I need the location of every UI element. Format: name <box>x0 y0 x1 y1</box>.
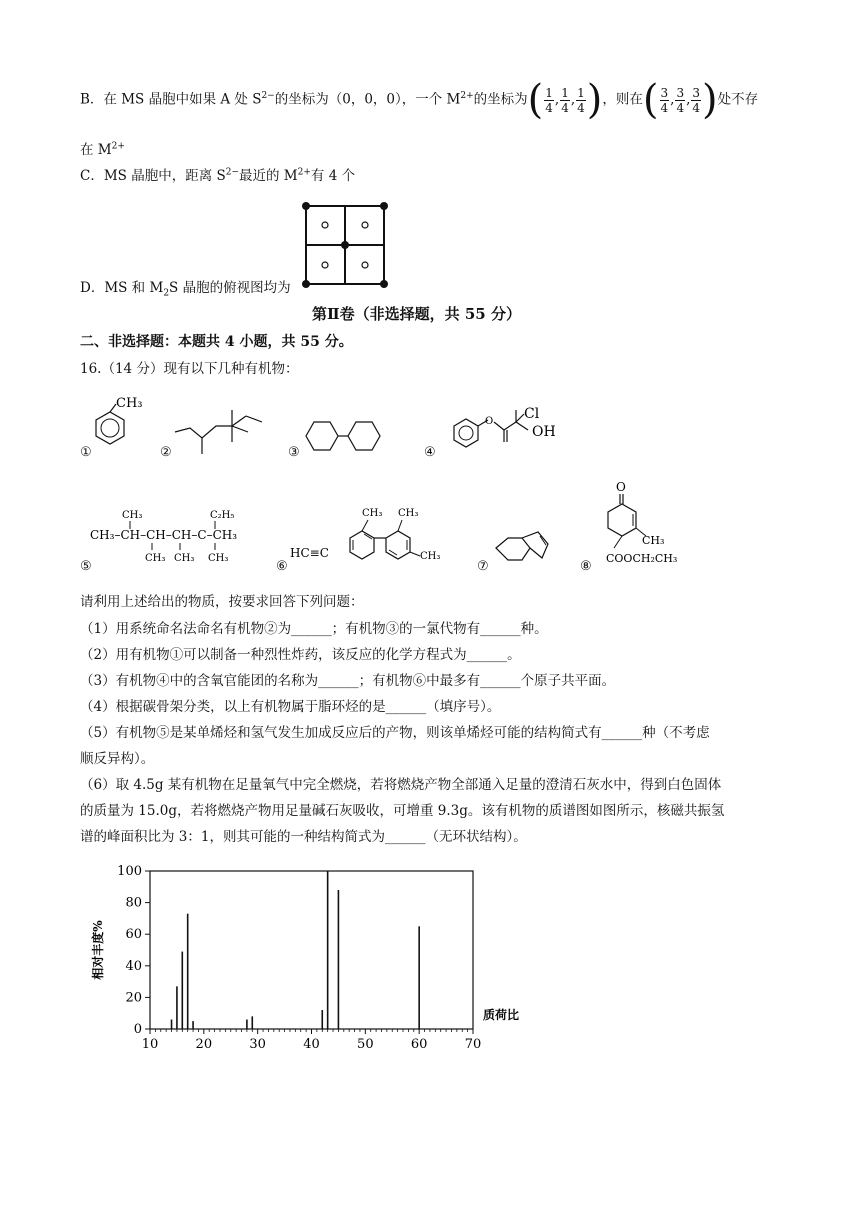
molecule-6-biphenyl <box>290 500 470 572</box>
question-4: （4）根据碳骨架分类，以上有机物属于脂环烃的是______（填序号）。 <box>80 699 501 715</box>
option-d: D．MS 和 $M_2S$ 晶胞的俯视图均为 <box>80 280 291 299</box>
label-5: ⑤ <box>80 559 92 574</box>
question-6: （6）取 4.5g 某有机物在足量氧气中完全燃烧，若将燃烧产物全部通入足量的澄清石灰水中，得到白色固体 <box>80 777 722 793</box>
label-2: ② <box>160 445 172 460</box>
q16-intro: 16.（14 分）现有以下几种有机物： <box>80 361 299 377</box>
y-tick-label: 20 <box>125 990 142 1006</box>
x-axis-label: 质荷比 <box>483 1008 520 1022</box>
plot-frame <box>150 871 473 1029</box>
y-tick-label: 60 <box>125 927 142 943</box>
y-tick-label: 0 <box>133 1022 142 1037</box>
svg-text:CH₃: CH₃ <box>174 553 195 564</box>
section-title: 第Ⅱ卷（非选择题，共 55 分） <box>312 305 521 323</box>
molecule-3-bicyclohexyl <box>300 416 390 456</box>
question-5: （5）有机物⑤是某单烯烃和氢气发生加成反应后的产物，则该单烯烃可能的结构简式有______种（不考虑 <box>80 725 710 741</box>
svg-text:Cl: Cl <box>524 406 540 422</box>
svg-text:O: O <box>485 416 494 427</box>
svg-text:CH₃: CH₃ <box>362 508 383 519</box>
label-6: ⑥ <box>276 559 288 574</box>
svg-text:CH₃: CH₃ <box>208 553 229 564</box>
instruction: 请利用上述给出的物质，按要求回答下列问题： <box>80 594 364 610</box>
y-tick-label: 80 <box>125 895 142 911</box>
x-tick-label: 30 <box>249 1037 266 1052</box>
svg-text:CH₃: CH₃ <box>642 534 665 547</box>
svg-text:CH₃–CH–CH–CH–C–CH₃: CH₃–CH–CH–CH–C–CH₃ <box>90 528 238 542</box>
x-tick-label: 50 <box>357 1037 374 1052</box>
molecule-5-alkane <box>90 506 270 566</box>
svg-text:CH₃: CH₃ <box>398 508 419 519</box>
molecule-8-enone <box>592 478 702 570</box>
svg-text:C₂H₅: C₂H₅ <box>210 510 235 521</box>
molecule-1-toluene <box>88 392 148 454</box>
label-7: ⑦ <box>477 559 489 574</box>
svg-text:CH₃: CH₃ <box>145 553 166 564</box>
option-c: C．MS 晶胞中，距离 $S^{2-}$最近的 $M^{2+}$有 4 个 <box>80 167 356 184</box>
y-tick-label: 40 <box>125 958 142 974</box>
x-tick-label: 10 <box>141 1037 159 1052</box>
label-8: ⑧ <box>580 559 592 574</box>
question-1: （1）用系统命名法命名有机物②为______；有机物③的一氯代物有______种。 <box>80 621 548 637</box>
molecule-4-ester <box>436 400 576 460</box>
svg-text:COOCH₂CH₃: COOCH₂CH₃ <box>606 552 678 565</box>
svg-text:CH₃: CH₃ <box>420 551 441 562</box>
svg-text:CH₃: CH₃ <box>122 510 143 521</box>
molecule-7-bicyclic <box>490 526 570 576</box>
question-5-cont: 顺反异构）。 <box>80 751 155 767</box>
option-b-cont: 在 $M^{2+}$ <box>80 141 125 158</box>
label-4: ④ <box>424 445 436 460</box>
question-2: （2）用有机物①可以制备一种烈性炸药，该反应的化学方程式为______。 <box>80 647 521 663</box>
svg-text:OH: OH <box>532 424 556 440</box>
svg-text:O: O <box>616 480 626 494</box>
y-tick-label: 100 <box>117 864 142 879</box>
option-b: B．在 MS 晶胞中如果 A 处 $S^{2-}$的坐标为（0，0，0），一个 $M^{2+}$的坐标为( $\frac{1}{4}$ , $\frac{1}{4}$ , $\frac{1}{4}$ )，则在( $\frac{3}{4}$ , $\frac{3}{4}$ , $\frac{3}{4}$ )处不存 <box>80 77 759 123</box>
question-6-cont1: 的质量为 15.0g，若将燃烧产物用足量碱石灰吸收，可增重 9.3g。该有机物的质谱图如图所示，核磁共振氢 <box>80 803 725 819</box>
x-tick-label: 60 <box>410 1037 428 1052</box>
m1-ch3: CH₃ <box>116 396 143 411</box>
y-axis-label: 相对丰度% <box>91 920 105 980</box>
mass-spectrum-chart <box>80 858 540 1058</box>
section-heading: 二、非选择题：本题共 4 小题，共 55 分。 <box>80 334 353 350</box>
molecule-2-alkane <box>170 398 280 458</box>
question-6-cont2: 谱的峰面积比为 3：1，则其可能的一种结构简式为______（无环状结构）。 <box>80 829 527 845</box>
svg-text:HC≡C: HC≡C <box>290 546 329 560</box>
x-tick-label: 70 <box>464 1037 482 1052</box>
label-3: ③ <box>288 445 300 460</box>
question-3: （3）有机物④中的含氧官能团的名称为______；有机物⑥中最多有______个原子共平面。 <box>80 673 616 689</box>
crystal-top-view-diagram <box>298 198 392 292</box>
x-tick-label: 40 <box>303 1037 320 1052</box>
label-1: ① <box>80 445 92 460</box>
x-tick-label: 20 <box>195 1037 213 1052</box>
